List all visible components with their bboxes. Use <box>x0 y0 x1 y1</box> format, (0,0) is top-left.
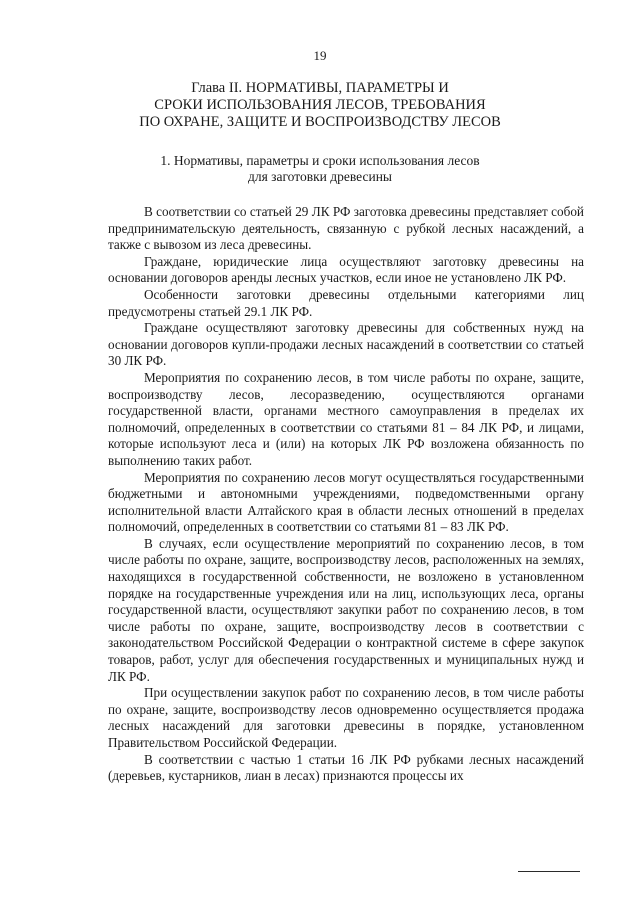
paragraph: Мероприятия по сохранению лесов, в том числе работы по охране, защите, воспроизводству лесов, лесоразведению, осуществляются органами государственной власти, органами местного самоуправления в пределах их полномочий, определенных в соответствии со статьями 81 – 84 ЛК РФ, и лицами, которые используют леса и (или) на которых ЛК РФ возложена обязанность по выполнению таких работ. <box>108 369 584 468</box>
chapter-title-line: СРОКИ ИСПОЛЬЗОВАНИЯ ЛЕСОВ, ТРЕБОВАНИЯ <box>154 97 486 113</box>
paragraph: Граждане осуществляют заготовку древесины для собственных нужд на основании договоров купли-продажи лесных насаждений в соответствии со статьей 30 ЛК РФ. <box>108 320 584 369</box>
section-title-line: 1. Нормативы, параметры и сроки использования лесов <box>160 153 480 168</box>
footer-rule <box>518 871 580 872</box>
paragraph: В соответствии с частью 1 статьи 16 ЛК РФ рубками лесных насаждений (деревьев, кустарников, лиан в лесах) признаются процессы их <box>108 751 584 784</box>
section-title <box>110 153 530 185</box>
paragraph: В случаях, если осуществление мероприятий по сохранению лесов, в том числе работы по охране, защите, воспроизводству лесов, расположенных на землях, находящихся в государственной собственности, не возложено в установленном порядке на государственные учреждения или на лиц, использующих леса, органы государственной власти, осуществляют закупки работ по сохранению лесов, в том числе работы по охране, защите, воспроизводству лесов в соответствии с законодательством Российской Федерации о контрактной системе в сфере закупок товаров, работ, услуг для обеспечения государственных и муниципальных нужд и ЛК РФ. <box>108 535 584 684</box>
paragraph: Особенности заготовки древесины отдельными категориями лиц предусмотрены статьей 29.1 ЛК РФ. <box>108 286 584 319</box>
chapter-title-line: Глава II. НОРМАТИВЫ, ПАРАМЕТРЫ И <box>191 80 449 96</box>
body-text <box>108 204 584 785</box>
paragraph: Мероприятия по сохранению лесов могут осуществляться государственными бюджетными и автономными учреждениями, подведомственными органу исполнительной власти Алтайского края в области лесных отношений в пределах полномочий, определенных в соответствии со статьями 81 – 83 ЛК РФ. <box>108 469 584 535</box>
section-title-line: для заготовки древесины <box>247 169 393 184</box>
page-number: 19 <box>313 48 327 63</box>
paragraph: При осуществлении закупок работ по сохранению лесов, в том числе работы по охране, защите, воспроизводству лесов одновременно осуществляется продажа лесных насаждений для заготовки древесины в порядке, установленном Правительством Российской Федерации. <box>108 685 584 750</box>
chapter-title-line: ПО ОХРАНЕ, ЗАЩИТЕ И ВОСПРОИЗВОДСТВУ ЛЕСОВ <box>139 114 501 130</box>
chapter-title <box>100 80 540 131</box>
paragraph: В соответствии со статьей 29 ЛК РФ заготовка древесины представляет собой предпринимательскую деятельность, связанную с рубкой лесных насаждений, а также с вывозом из леса древесины. <box>108 204 584 253</box>
paragraph: Граждане, юридические лица осуществляют заготовку древесины на основании договоров аренды лесных участков, если иное не установлено ЛК РФ. <box>108 253 584 286</box>
